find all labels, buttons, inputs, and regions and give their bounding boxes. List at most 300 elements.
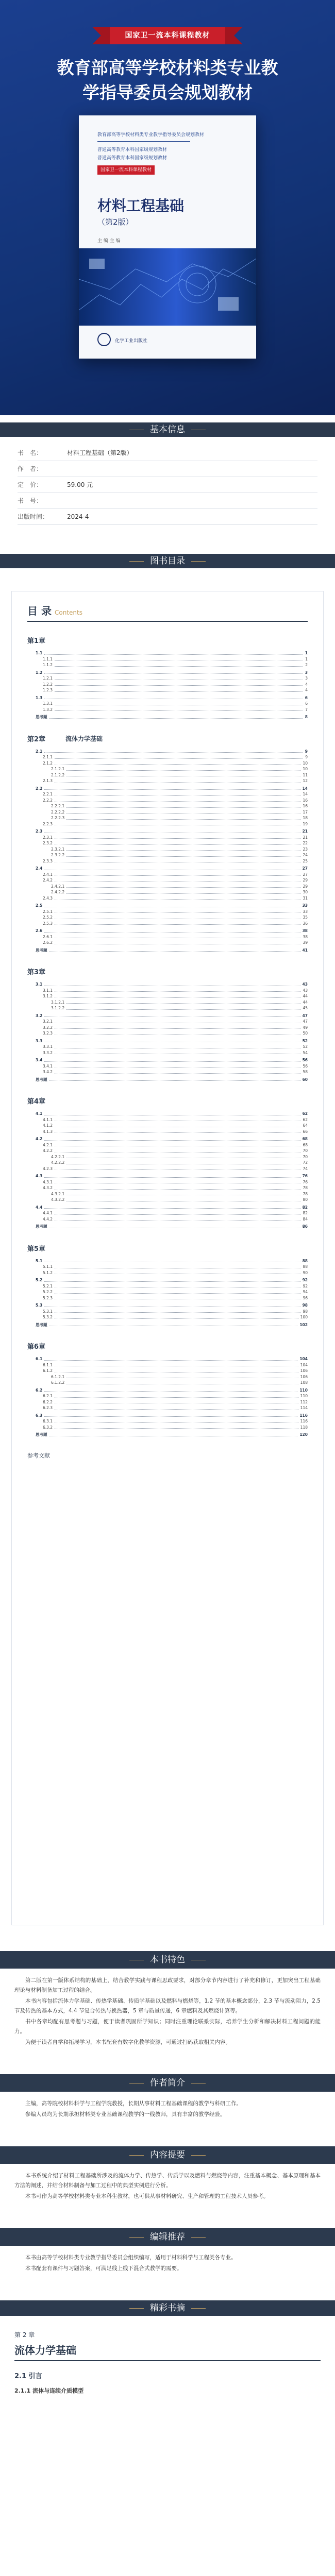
toc-leader-dots	[55, 914, 300, 919]
toc-entry-title: 2.1.1	[43, 755, 53, 759]
intro-paragraph: 本书可作为高等学校材料类专业本科生教材，也可供从事材料研究、生产和管理的工程技术人员参考。	[25, 2193, 269, 2199]
toc-leader-dots	[55, 1123, 300, 1127]
toc-entry[interactable]	[27, 760, 308, 767]
toc-entry[interactable]	[27, 803, 308, 809]
toc-entry[interactable]	[27, 714, 308, 720]
toc-entry-title: 6.2	[36, 1387, 43, 1393]
toc-entry[interactable]	[27, 1129, 308, 1135]
toc-entry[interactable]	[27, 1413, 308, 1419]
toc-entry[interactable]	[27, 1387, 308, 1394]
toc-entry[interactable]	[27, 670, 308, 676]
toc-entry[interactable]	[27, 766, 308, 772]
toc-entry-title: 3.4	[36, 1058, 43, 1062]
toc-entry-page: 22	[303, 841, 308, 845]
toc-leader-dots	[55, 1314, 298, 1319]
toc-entry-title: 4.2.2	[43, 1148, 53, 1153]
toc-entry-page: 74	[303, 1166, 308, 1171]
toc-entry[interactable]	[27, 1197, 308, 1203]
toc-chapter-heading[interactable]	[27, 1096, 308, 1106]
book-image	[79, 115, 256, 359]
toc-entry[interactable]	[27, 1205, 308, 1211]
toc-entry[interactable]	[27, 786, 308, 792]
toc-entry[interactable]	[27, 1368, 308, 1374]
toc-entry-page: 21	[302, 829, 308, 834]
toc-entry-title: 3.3.2	[43, 1050, 53, 1055]
toc-entry-page: 62	[303, 1117, 308, 1122]
toc-entry-title: 2.6.1	[43, 934, 53, 939]
toc-entry-page: 23	[303, 846, 308, 852]
toc-entry[interactable]	[27, 877, 308, 884]
toc-entry-title: 2.2.2.3	[51, 816, 65, 820]
toc-entry-page: 80	[303, 1197, 308, 1202]
toc-entry-title: 2.2.1	[43, 792, 53, 796]
toc-entry[interactable]	[27, 993, 308, 999]
toc-entry[interactable]	[27, 1136, 308, 1142]
toc-entry-page: 41	[302, 947, 308, 953]
toc-entry-title: 4.2.2.1	[51, 1154, 65, 1159]
toc-entry-title: 4.1.3	[43, 1129, 53, 1134]
summary-section	[0, 1969, 335, 2056]
toc-leader-dots	[44, 1136, 300, 1141]
toc-entry[interactable]	[27, 1166, 308, 1172]
toc-entry[interactable]	[27, 675, 308, 682]
section-banner-intro	[0, 2146, 335, 2164]
toc-entry[interactable]	[27, 903, 308, 909]
toc-entry[interactable]	[27, 1063, 308, 1070]
toc-entry-title: 2.4	[36, 866, 43, 871]
toc-entry-title: 2.5.1	[43, 909, 53, 914]
section-banner-toc	[0, 554, 335, 568]
toc-page	[11, 591, 324, 1925]
toc-leader-dots	[55, 1148, 300, 1153]
toc-entry[interactable]	[27, 749, 308, 755]
toc-entry[interactable]	[27, 1057, 308, 1063]
toc-entry[interactable]	[27, 928, 308, 934]
publisher-name: 化学工业出版社	[115, 338, 148, 344]
toc-entry-title: 1.3.2	[43, 707, 53, 712]
toc-entry[interactable]	[27, 1185, 308, 1191]
toc-entry-page: 58	[303, 1070, 308, 1074]
toc-entry[interactable]	[27, 884, 308, 890]
toc-entry[interactable]	[27, 947, 308, 954]
toc-leader-dots	[55, 1405, 298, 1410]
toc-entry-page: 10	[303, 760, 308, 766]
toc-leader-dots	[55, 1362, 298, 1367]
toc-entry-title: 3.2.2	[43, 1025, 53, 1030]
toc-entry[interactable]	[27, 1123, 308, 1129]
toc-entry[interactable]	[27, 772, 308, 778]
toc-entry[interactable]	[27, 1117, 308, 1123]
toc-entry-title: 6.1.2	[43, 1368, 53, 1373]
toc-entry[interactable]	[27, 791, 308, 798]
toc-chapter-number: 第2章	[27, 735, 46, 743]
toc-leader-dots	[55, 877, 300, 882]
cover-heading-line: 教育部高等学校材料类专业教	[57, 58, 278, 78]
toc-entry-title: 2.1.2.1	[51, 767, 65, 771]
toc-entry-title: 4.3.2	[43, 1185, 53, 1190]
toc-entry[interactable]	[27, 1322, 308, 1328]
toc-leader-dots	[49, 1322, 298, 1327]
toc-entry-page: 7	[305, 707, 308, 712]
toc-entry[interactable]	[27, 1013, 308, 1019]
toc-chapter-number: 第6章	[27, 1343, 46, 1351]
toc-entry[interactable]	[27, 921, 308, 927]
toc-leader-dots	[55, 1399, 298, 1404]
toc-entry[interactable]	[27, 1425, 308, 1431]
toc-chapter-heading[interactable]	[27, 1243, 308, 1253]
series-divider	[97, 141, 190, 142]
toc-leader-dots	[66, 889, 300, 894]
toc-entry[interactable]	[27, 1019, 308, 1025]
toc-entry-page: 96	[303, 1295, 308, 1300]
toc-entry[interactable]	[27, 662, 308, 668]
toc-entry[interactable]	[27, 981, 308, 988]
toc-entry[interactable]	[27, 1216, 308, 1223]
cover-illustration	[79, 248, 256, 326]
toc-entry[interactable]	[27, 828, 308, 835]
toc-entry[interactable]	[27, 1050, 308, 1056]
toc-entry[interactable]	[27, 1258, 308, 1264]
toc-entry[interactable]	[27, 1374, 308, 1380]
toc-entry[interactable]	[27, 754, 308, 760]
toc-chapter-heading[interactable]	[27, 635, 308, 645]
toc-entry[interactable]	[27, 1289, 308, 1295]
toc-leader-dots	[44, 1277, 300, 1282]
toc-entry-page: 16	[303, 798, 308, 803]
toc-entry[interactable]	[27, 815, 308, 821]
cover-heading-line: 学指导委员会规划教材	[82, 82, 253, 103]
toc-entry-title: 2.3.2.1	[51, 846, 65, 852]
toc-entry[interactable]	[27, 846, 308, 853]
toc-entry[interactable]	[27, 1283, 308, 1290]
info-value: 59.00 元	[67, 481, 93, 488]
toc-leader-dots	[55, 993, 300, 998]
author-section	[0, 2092, 335, 2128]
toc-entry-title: 6.1.2.2	[51, 1380, 65, 1385]
toc-leader-dots	[44, 1205, 300, 1209]
toc-leader-dots	[55, 1425, 298, 1429]
toc-entry-title: 4.1.2	[43, 1123, 53, 1128]
toc-entry-title: 2.2.2.1	[51, 804, 65, 808]
toc-entry[interactable]	[27, 1005, 308, 1011]
toc-entry[interactable]	[27, 1399, 308, 1405]
toc-entry[interactable]	[27, 1314, 308, 1320]
toc-entry[interactable]	[27, 1264, 308, 1270]
info-value: 2024-4	[67, 513, 89, 520]
toc-entry[interactable]	[27, 872, 308, 878]
toc-entry[interactable]	[27, 1173, 308, 1179]
toc-leader-dots	[44, 749, 303, 753]
toc-entry[interactable]	[27, 934, 308, 940]
toc-entry-title: 2.2.2.2	[51, 809, 65, 815]
toc-entry-title: 2.6.2	[43, 940, 53, 945]
toc-entry[interactable]	[27, 988, 308, 994]
toc-entry-title: 2.4.2.2	[51, 890, 65, 894]
toc-entry-title: 1.2	[36, 670, 43, 675]
toc-entry-title: 2.6	[36, 928, 43, 933]
toc-leader-dots	[55, 1129, 300, 1133]
toc-entry[interactable]	[27, 1393, 308, 1399]
info-row	[18, 493, 317, 509]
toc-entry[interactable]	[27, 1030, 308, 1037]
toc-leader-dots	[55, 934, 300, 939]
section-banner-label: 内容提要	[129, 2149, 206, 2161]
toc-entry-page: 100	[300, 1315, 308, 1319]
toc-leader-dots	[44, 650, 303, 655]
toc-entry-title: 5.3.2	[43, 1315, 53, 1319]
toc-entry[interactable]	[27, 687, 308, 693]
toc-entry[interactable]	[27, 1069, 308, 1075]
toc-entry[interactable]	[27, 840, 308, 846]
toc-entry-page: 6	[305, 695, 308, 700]
toc-entry[interactable]	[27, 835, 308, 841]
toc-entry-title: 5.1	[36, 1258, 43, 1263]
toc-entry-page: 17	[303, 809, 308, 815]
toc-entry-title: 思考题	[36, 715, 47, 719]
toc-leader-dots	[66, 846, 300, 851]
toc-entry-page: 66	[303, 1129, 308, 1134]
toc-entry-page: 18	[303, 816, 308, 820]
section-banner-label: 编辑推荐	[129, 2231, 206, 2243]
toc-entry-page: 1	[305, 656, 308, 662]
toc-leader-dots	[55, 1142, 300, 1147]
toc-entry[interactable]	[27, 1309, 308, 1315]
toc-entry[interactable]	[27, 852, 308, 858]
toc-entry-page: 116	[299, 1413, 308, 1418]
toc-entry-page: 2	[305, 663, 308, 667]
toc-entry-title: 3.1.2.1	[51, 999, 65, 1005]
toc-entry-title: 2.4.2	[43, 878, 53, 883]
section-banner-label: 本书特色	[129, 1954, 206, 1965]
toc-entry-title: 思考题	[36, 947, 47, 953]
toc-entry-title: 思考题	[36, 1224, 47, 1229]
toc-entry[interactable]	[27, 821, 308, 827]
toc-leader-dots	[55, 1044, 300, 1048]
toc-entry[interactable]	[27, 1148, 308, 1154]
toc-leader-dots	[55, 682, 303, 686]
toc-leader-dots	[44, 1057, 300, 1062]
toc-leader-dots	[44, 695, 303, 700]
toc-chapter-heading[interactable]	[27, 734, 308, 743]
toc-entry-page: 14	[303, 792, 308, 796]
toc-entry-page: 82	[302, 1205, 308, 1210]
toc-leader-dots	[44, 981, 300, 986]
toc-entry-page: 36	[303, 921, 308, 926]
toc-entry-page: 47	[302, 1013, 308, 1018]
toc-entry-page: 39	[303, 940, 308, 945]
toc-entry[interactable]	[27, 707, 308, 713]
toc-entry-title: 思考题	[36, 1077, 47, 1082]
toc-entry[interactable]	[27, 650, 308, 656]
toc-leader-dots	[44, 1356, 297, 1361]
toc-entry-page: 43	[302, 982, 308, 987]
toc-entry-page: 76	[302, 1174, 308, 1178]
toc-entry-title: 2.3.1	[43, 835, 53, 840]
toc-chapter	[27, 635, 308, 720]
toc-leader-dots	[66, 884, 300, 888]
toc-entry[interactable]	[27, 1044, 308, 1050]
toc-entry[interactable]	[27, 889, 308, 895]
toc-entry-page: 76	[303, 1179, 308, 1184]
toc-entry-page: 110	[299, 1387, 308, 1393]
summary-paragraph: 书中各章均配有思考题与习题，便于读者巩固所学知识；同时注重理论联系实际，培养学生分析和解决材料工程问题的能力。	[14, 2019, 321, 2035]
toc-entry[interactable]	[27, 1210, 308, 1216]
series-tag: 国家卫一流本科课程教材	[97, 165, 155, 175]
toc-leader-dots	[55, 1117, 300, 1122]
toc-leader-dots	[66, 815, 300, 820]
toc-entry-title: 2.4.2.1	[51, 884, 65, 889]
toc-leader-dots	[49, 1077, 300, 1081]
info-row	[18, 445, 317, 461]
toc-references[interactable]: 参考文献	[27, 1452, 50, 1459]
toc-entry[interactable]	[27, 701, 308, 707]
excerpt-section-heading: 2.1 引言	[14, 2372, 42, 2380]
toc-entry-title: 4.1.1	[43, 1117, 53, 1122]
toc-entry[interactable]	[27, 1380, 308, 1386]
toc-entry-title: 1.1.2	[43, 663, 53, 667]
toc-entry-title: 4.4	[36, 1205, 43, 1210]
toc-entry[interactable]	[27, 1362, 308, 1368]
toc-leader-dots	[55, 778, 300, 783]
toc-entry-page: 29	[303, 878, 308, 883]
toc-chapter-number: 第5章	[27, 1245, 46, 1253]
toc-entry-title: 1.3.1	[43, 701, 53, 706]
toc-entry[interactable]	[27, 1038, 308, 1044]
toc-entry[interactable]	[27, 1191, 308, 1197]
toc-leader-dots	[55, 940, 300, 944]
toc-entry-page: 16	[303, 804, 308, 808]
toc-divider	[27, 621, 308, 622]
toc-leader-dots	[55, 872, 300, 876]
toc-entry[interactable]	[27, 682, 308, 688]
book-author: 主 编 主 编	[97, 239, 121, 244]
toc-entry[interactable]	[27, 1160, 308, 1166]
toc-entry-title: 思考题	[36, 1322, 47, 1327]
toc-entry[interactable]	[27, 1295, 308, 1301]
toc-entry[interactable]	[27, 1179, 308, 1185]
toc-entry[interactable]	[27, 999, 308, 1006]
toc-entry-page: 86	[302, 1224, 308, 1229]
info-key: 书 名：	[18, 449, 43, 456]
toc-entry-title: 5.1.2	[43, 1270, 53, 1275]
toc-entry-page: 78	[303, 1191, 308, 1196]
toc-entry-page: 11	[303, 772, 308, 777]
toc-entry[interactable]	[27, 1142, 308, 1148]
toc-entry[interactable]	[27, 895, 308, 902]
section-banner-author	[0, 2074, 335, 2092]
basic-info-table	[0, 437, 335, 535]
toc-entry-page: 56	[302, 1058, 308, 1062]
info-row	[18, 477, 317, 493]
toc-leader-dots	[55, 1025, 300, 1029]
toc-entry-title: 4.4.2	[43, 1216, 53, 1222]
toc-entry[interactable]	[27, 1432, 308, 1438]
toc-leader-dots	[44, 1173, 300, 1178]
toc-leader-dots	[44, 786, 300, 790]
toc-entry-page: 68	[302, 1137, 308, 1141]
toc-entry-title: 6.3.1	[43, 1419, 53, 1423]
toc-entry[interactable]	[27, 656, 308, 663]
toc-entry[interactable]	[27, 1418, 308, 1425]
cover-heading	[21, 56, 314, 105]
toc-leader-dots	[55, 909, 300, 913]
toc-entry[interactable]	[27, 1154, 308, 1160]
toc-entry[interactable]	[27, 1270, 308, 1276]
toc-entry[interactable]	[27, 1224, 308, 1230]
toc-chapter-heading[interactable]	[27, 1341, 308, 1351]
toc-entry-page: 94	[303, 1290, 308, 1294]
cover-ribbon: 国家卫一流本科课程教材	[106, 27, 229, 44]
toc-entry[interactable]	[27, 695, 308, 701]
toc-entry[interactable]	[27, 1356, 308, 1362]
toc-entry-page: 56	[303, 1063, 308, 1069]
toc-entry-page: 9	[305, 749, 308, 754]
excerpt-chapter: 第 2 章	[14, 2331, 35, 2338]
excerpt-section	[0, 2316, 335, 2415]
toc-entry[interactable]	[27, 1302, 308, 1309]
toc-leader-dots	[55, 1210, 300, 1215]
toc-entry-title: 1.2.3	[43, 688, 53, 692]
toc-entry-title: 1.3	[36, 695, 43, 700]
toc-entry-page: 64	[303, 1123, 308, 1128]
author-paragraph: 参编人员均为长期承担材料类专业基础课程教学的一线教师，具有丰富的教学经验。	[25, 2111, 226, 2117]
toc-leader-dots	[66, 1160, 300, 1164]
toc-entry[interactable]	[27, 1077, 308, 1083]
toc-leader-dots	[55, 840, 300, 845]
toc-entry-page: 104	[300, 1362, 308, 1367]
toc-entry-title: 2.5.2	[43, 915, 53, 920]
toc-chapter-heading[interactable]	[27, 967, 308, 976]
toc-entry-page: 98	[302, 1303, 308, 1308]
toc-title	[27, 603, 308, 618]
toc-leader-dots	[55, 662, 303, 667]
toc-entry[interactable]	[27, 914, 308, 921]
toc-entry-page: 24	[303, 853, 308, 857]
toc-entry-page: 70	[303, 1148, 308, 1153]
toc-leader-dots	[55, 1270, 300, 1275]
toc-section	[0, 568, 335, 1930]
toc-entry[interactable]	[27, 1025, 308, 1031]
toc-entry-title: 6.1.2.1	[51, 1374, 65, 1379]
toc-entry[interactable]	[27, 809, 308, 816]
editor-paragraph: 本书配套有课件与习题答案，可满足线上线下混合式教学的需要。	[25, 2265, 182, 2272]
toc-leader-dots	[44, 928, 300, 933]
toc-leader-dots	[49, 714, 303, 719]
toc-entry[interactable]	[27, 1111, 308, 1117]
toc-entry-title: 2.2.2	[43, 798, 53, 803]
toc-entry-title: 6.3	[36, 1413, 43, 1418]
section-banner-summary	[0, 1951, 335, 1969]
toc-entry[interactable]	[27, 940, 308, 946]
toc-entry[interactable]	[27, 866, 308, 872]
toc-entry[interactable]	[27, 798, 308, 804]
toc-entry-title: 2.5	[36, 903, 43, 908]
toc-entry[interactable]	[27, 778, 308, 784]
toc-entry-page: 4	[305, 688, 308, 692]
toc-entry-page: 9	[305, 755, 308, 759]
toc-entry[interactable]	[27, 1405, 308, 1411]
toc-leader-dots	[55, 1185, 300, 1190]
toc-leader-dots	[49, 947, 300, 952]
toc-leader-dots	[44, 1413, 297, 1417]
toc-entry[interactable]	[27, 858, 308, 865]
toc-entry-title: 5.1.1	[43, 1264, 53, 1269]
toc-chapter	[27, 1096, 308, 1230]
toc-entry-title: 3.1	[36, 982, 43, 987]
toc-entry[interactable]	[27, 1277, 308, 1283]
toc-entry[interactable]	[27, 909, 308, 915]
toc-entry-title: 4.3.2.1	[51, 1191, 65, 1196]
